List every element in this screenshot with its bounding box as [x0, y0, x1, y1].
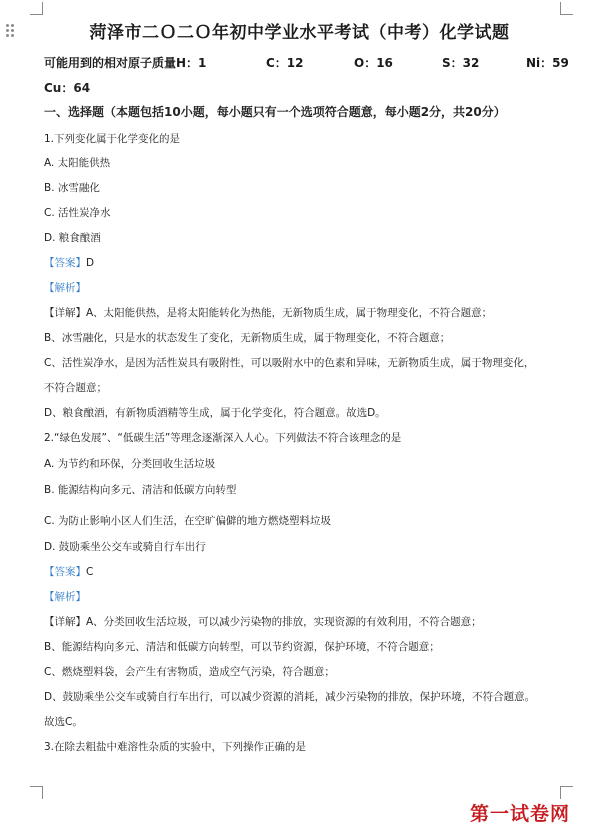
question-2-analysis-tag: 【解析】: [44, 591, 86, 603]
question-1-detail-a: [44, 305, 492, 320]
question-1-analysis-tag: 【解析】: [44, 282, 86, 294]
watermark-logo: 第一试卷网: [470, 803, 571, 825]
question-1-option-a: A. 太阳能供热: [44, 157, 111, 169]
crop-mark-bottom-right-icon: [560, 786, 573, 799]
question-2-option-a: A. 为节约和环保，分类回收生活垃圾: [44, 458, 216, 470]
question-1-stem: 1.下列变化属于化学变化的是: [44, 133, 181, 145]
answer-value: C: [86, 566, 94, 578]
question-2-option-c: C. 为防止影响小区人们生活，在空旷偏僻的地方燃烧塑料垃圾: [44, 515, 332, 527]
atomic-mass-c: C：12: [266, 56, 304, 70]
question-2-detail-b: B、能源结构向多元、清洁和低碳方向转型，可以节约资源，保护环境，不符合题意；: [44, 641, 440, 653]
answer-tag: 【答案】: [44, 566, 86, 578]
question-1-option-c: C. 活性炭净水: [44, 207, 111, 219]
question-1-answer: [44, 255, 94, 270]
question-1-detail-b: B、冰雪融化，只是水的状态发生了变化，无新物质生成，属于物理变化，不符合题意；: [44, 332, 451, 344]
question-2-detail-a: [44, 614, 482, 629]
question-1-detail-c-cont: 不符合题意；: [44, 382, 107, 394]
question-2-option-b: B. 能源结构向多元、清洁和低碳方向转型: [44, 484, 237, 496]
page-title: 菏泽市二Ｏ二Ｏ年初中学业水平考试（中考）化学试题: [89, 23, 510, 43]
detail-text: A、太阳能供热，是将太阳能转化为热能，无新物质生成，属于物理变化，不符合题意；: [86, 307, 493, 319]
detail-text: A、分类回收生活垃圾，可以减少污染物的排放，实现资源的有效利用，不符合题意；: [86, 616, 482, 628]
detail-tag: 【详解】: [44, 307, 86, 319]
question-1-option-b: B. 冰雪融化: [44, 182, 100, 194]
question-1-detail-d: D、粮食酿酒，有新物质酒精等生成，属于化学变化，符合题意。故选D。: [44, 407, 386, 419]
answer-tag: 【答案】: [44, 257, 86, 269]
crop-mark-top-left-icon: [30, 2, 43, 15]
detail-tag: 【详解】: [44, 616, 86, 628]
question-2-answer: [44, 564, 93, 579]
atomic-mass-label: 可能用到的相对原子质量H：1: [44, 56, 207, 70]
atomic-mass-row: [44, 54, 569, 72]
atomic-mass-cu: Cu：64: [44, 81, 91, 95]
question-2-option-d: D. 鼓励乘坐公交车或骑自行车出行: [44, 541, 206, 553]
question-3-stem: 3.在除去粗盐中难溶性杂质的实验中，下列操作正确的是: [44, 741, 307, 753]
crop-mark-bottom-left-icon: [30, 786, 43, 799]
question-2-detail-c: C、燃烧塑料袋，会产生有害物质，造成空气污染，符合题意；: [44, 666, 335, 678]
atomic-mass-s: S：32: [442, 56, 480, 70]
question-2-detail-d: D、鼓励乘坐公交车或骑自行车出行，可以减少资源的消耗，减少污染物的排放，保护环境，不符合题意。: [44, 691, 536, 703]
question-1-detail-c: C、活性炭净水，是因为活性炭具有吸附性，可以吸附水中的色素和异味，无新物质生成，属于物理变化，: [44, 357, 535, 369]
answer-value: D: [86, 257, 95, 269]
atomic-mass-o: O：16: [354, 56, 393, 70]
question-2-stem: 2.“绿色发展”、“低碳生活”等理念逐渐深入人心。下列做法不符合该理念的是: [44, 432, 402, 444]
atomic-mass-ni: Ni：59: [526, 56, 569, 70]
question-1-option-d: D. 粮食酿酒: [44, 232, 101, 244]
crop-mark-top-right-icon: [560, 2, 573, 15]
section-heading: 一、选择题（本题包括10小题，每小题只有一个选项符合题意，每小题2分，共20分）: [44, 105, 506, 119]
question-2-conclusion: 故选C。: [44, 716, 83, 728]
